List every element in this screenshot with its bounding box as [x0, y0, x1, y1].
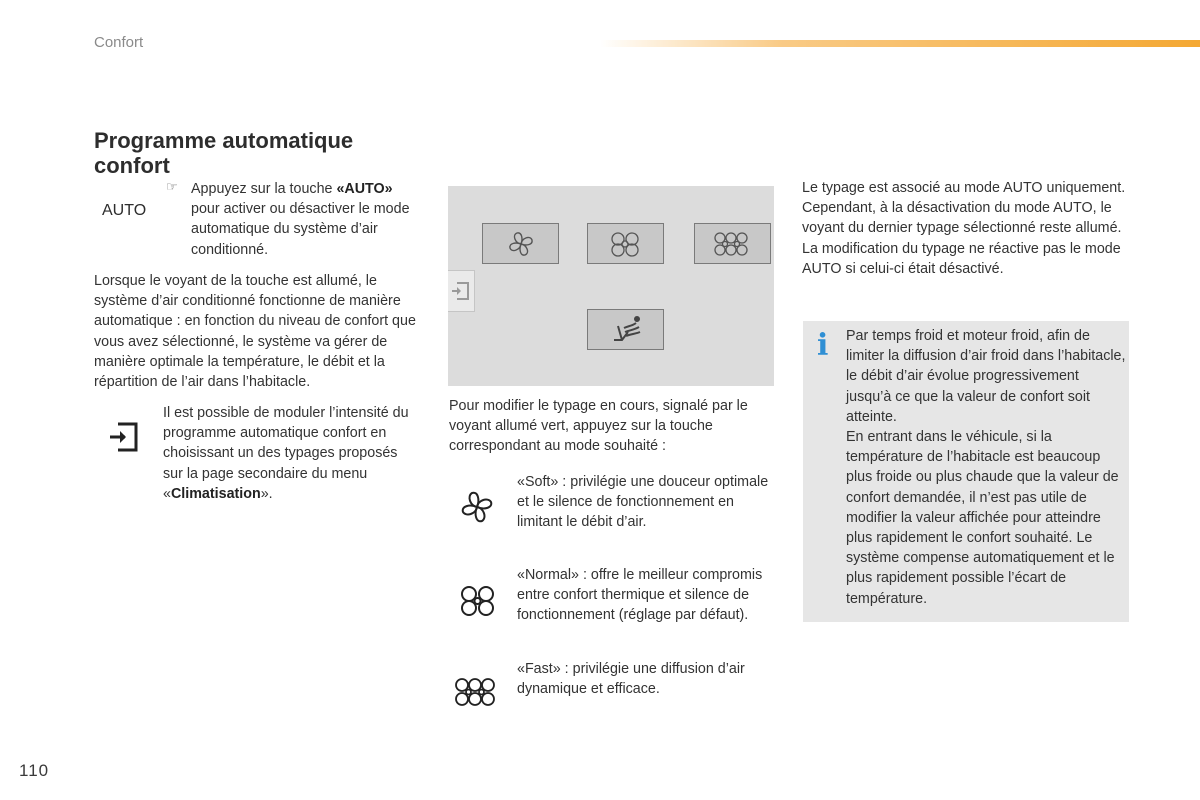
fan-fast-icon [711, 229, 755, 259]
pointing-hand-icon: ☞ [166, 179, 178, 194]
mode-normal-description: «Normal» : offre le meilleur compromis entre confort thermique et silence de fonctionnement (réglage par défaut). [517, 567, 763, 624]
airflow-mode-button [587, 309, 664, 350]
page-number: 110 [19, 761, 50, 780]
mode-soft-description: «Soft» : privilégie une douceur optimale et le silence de fonctionnement en limitant le débit d’air. [517, 474, 769, 531]
seat-airflow-icon [606, 314, 646, 346]
modulate-menu-name: Climatisation [170, 485, 261, 502]
enter-page-icon [108, 420, 140, 454]
soft-mode-button [482, 223, 559, 264]
auto-key-label: AUTO [102, 202, 147, 219]
fast-mode-button [694, 223, 771, 264]
auto-instruction-post: pour activer ou désactiver le mode automatique du système d’air conditionné. [191, 201, 410, 258]
auto-instruction-pre: Appuyez sur la touche [191, 181, 337, 197]
header-accent-bar [600, 40, 1200, 47]
auto-instruction-key: «AUTO» [336, 181, 393, 197]
auto-instruction [191, 179, 421, 260]
fan-fast-icon [452, 674, 502, 715]
fan-soft-icon [458, 489, 496, 530]
page-title: Programme automatique confort [94, 128, 354, 178]
fan-normal-icon [606, 229, 646, 259]
info-box [803, 321, 1129, 622]
modulate-post: ». [260, 485, 273, 502]
fan-normal-icon [456, 583, 500, 624]
info-text: Par temps froid et moteur froid, afin de limiter la diffusion d’air froid dans l’habitacle, le débit d’air évolue progressivement jusqu’à ce que la valeur de confort soit atteinte. En entrant dans le véhicule, si la température de l’habitacle est beaucoup plus froide ou plus chaude que la valeur de confort demandée, il n’est pas utile de modifier la valeur affichée pour atteindre plus rapidement le confort souhaité. Le système compense automatiquement et le plus rapidement possible l’écart de température. [846, 328, 1126, 607]
paragraph-modify: Pour modifier le typage en cours, signalé par le voyant allumé vert, appuyez sur la touche correspondant au mode souhaité : [449, 398, 748, 455]
fan-soft-icon [504, 229, 538, 259]
normal-mode-button [587, 223, 664, 264]
screen-illustration [448, 186, 774, 386]
info-icon: i [817, 328, 829, 363]
modulate-pre: Il est possible de moduler l’intensité du programme automatique confort en choisissant un des typages proposés sur la page secondaire du menu « [163, 405, 409, 502]
paragraph-typage-auto: Le typage est associé au mode AUTO uniquement. Cependant, à la désactivation du mode AUTO, le voyant du dernier typage sélectionné reste allumé. La modification du typage ne réactive pas le mode AUTO si celui-ci était désactivé. [802, 180, 1126, 277]
paragraph-modulate [163, 403, 418, 504]
mode-fast-description: «Fast» : privilégie une diffusion d’air dynamique et efficace. [517, 661, 745, 698]
paragraph-led: Lorsque le voyant de la touche est allumé, le système d’air conditionné fonctionne de manière automatique : en fonction du niveau de confort que vous avez sélectionné, le système va gérer de manière optimale la température, le débit et la répartition de l’air dans l’habitacle. [94, 273, 416, 391]
screen-return-tab [448, 270, 475, 312]
section-label: Confort [94, 34, 144, 51]
